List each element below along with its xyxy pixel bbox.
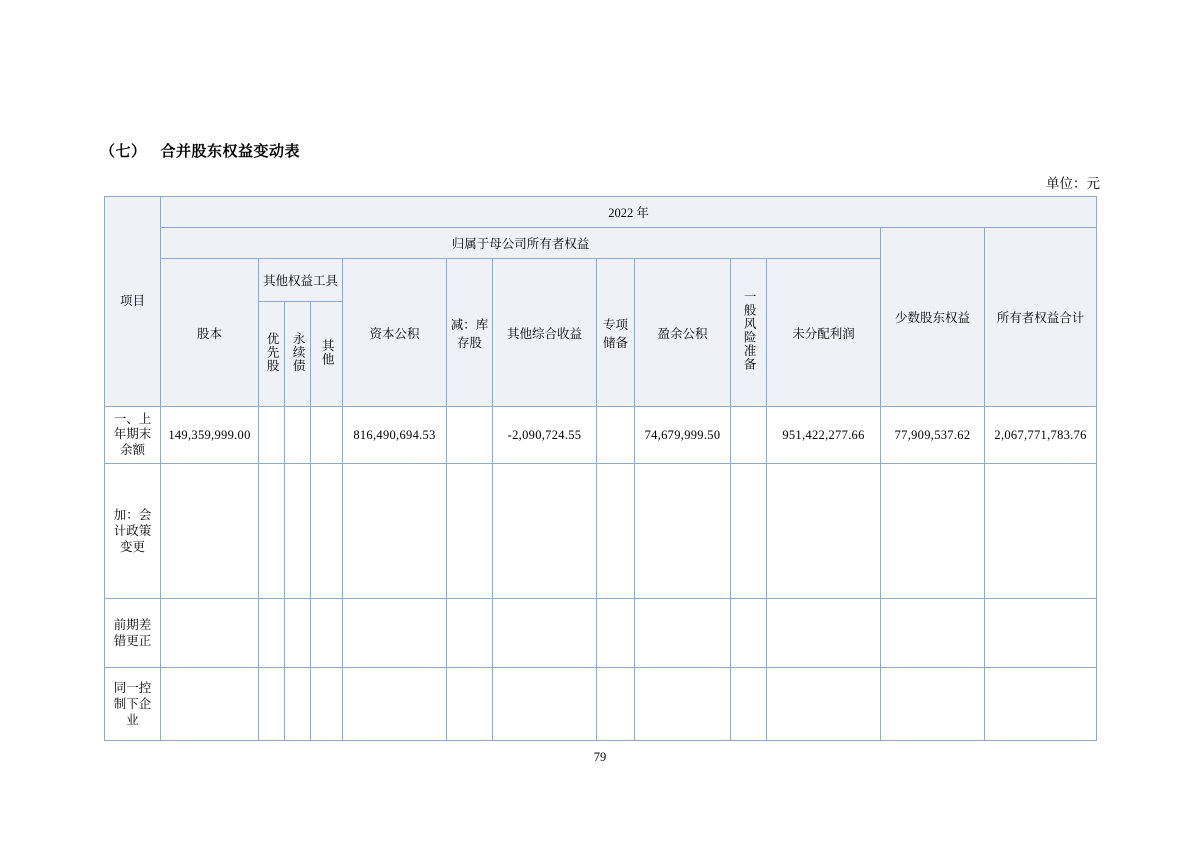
other-tools-label: 其他 xyxy=(320,338,335,366)
cell-perpetual-bonds xyxy=(285,407,311,464)
table-header-row-parent xyxy=(105,228,1097,259)
cell-perpetual-bonds xyxy=(285,464,311,599)
cell-total-equity xyxy=(985,464,1097,599)
cell-share-capital xyxy=(161,599,259,668)
column-header-minority-interest: 少数股东权益 xyxy=(881,228,985,407)
cell-general-risk-reserve xyxy=(731,599,767,668)
column-header-parent-equity: 归属于母公司所有者权益 xyxy=(161,228,881,259)
row-label-text: 前期差错更正 xyxy=(113,617,152,648)
column-header-preferred-shares xyxy=(259,302,285,407)
row-label-text: 加：会计政策变更 xyxy=(113,507,152,555)
cell-surplus-reserve xyxy=(635,464,731,599)
column-header-year: 2022 年 xyxy=(161,197,1097,228)
cell-minority-interest xyxy=(881,668,985,741)
cell-surplus-reserve: 74,679,999.50 xyxy=(635,407,731,464)
cell-treasury-stock xyxy=(447,668,493,741)
cell-general-risk-reserve xyxy=(731,464,767,599)
cell-capital-reserve: 816,490,694.53 xyxy=(343,407,447,464)
column-header-capital-reserve: 资本公积 xyxy=(343,259,447,407)
row-label-accounting-policy-change xyxy=(105,464,161,599)
cell-minority-interest xyxy=(881,599,985,668)
cell-other-comprehensive-income xyxy=(493,599,597,668)
table-row xyxy=(105,599,1097,668)
column-header-other-tools xyxy=(311,302,343,407)
perpetual-bonds-label: 永续债 xyxy=(291,331,306,373)
table-row xyxy=(105,407,1097,464)
preferred-shares-label: 优先股 xyxy=(265,331,280,373)
cell-preferred-shares xyxy=(259,599,285,668)
section-heading xyxy=(100,140,300,161)
cell-preferred-shares xyxy=(259,668,285,741)
cell-share-capital: 149,359,999.00 xyxy=(161,407,259,464)
cell-other-tools xyxy=(311,599,343,668)
cell-total-equity xyxy=(985,599,1097,668)
cell-other-comprehensive-income xyxy=(493,668,597,741)
cell-capital-reserve xyxy=(343,464,447,599)
column-header-total-equity: 所有者权益合计 xyxy=(985,228,1097,407)
cell-preferred-shares xyxy=(259,464,285,599)
cell-perpetual-bonds xyxy=(285,599,311,668)
column-header-share-capital: 股本 xyxy=(161,259,259,407)
cell-treasury-stock xyxy=(447,464,493,599)
row-label-common-control-merger xyxy=(105,668,161,741)
equity-change-table-container xyxy=(104,196,1096,741)
cell-other-comprehensive-income xyxy=(493,464,597,599)
cell-minority-interest: 77,909,537.62 xyxy=(881,407,985,464)
cell-special-reserve xyxy=(597,599,635,668)
cell-surplus-reserve xyxy=(635,668,731,741)
cell-general-risk-reserve xyxy=(731,668,767,741)
consolidated-equity-change-table xyxy=(104,196,1097,741)
cell-special-reserve xyxy=(597,668,635,741)
cell-preferred-shares xyxy=(259,407,285,464)
cell-total-equity xyxy=(985,668,1097,741)
cell-other-tools xyxy=(311,668,343,741)
cell-other-tools xyxy=(311,407,343,464)
cell-capital-reserve xyxy=(343,668,447,741)
cell-special-reserve xyxy=(597,407,635,464)
section-number: （七） xyxy=(100,144,147,160)
cell-capital-reserve xyxy=(343,599,447,668)
page-number: 79 xyxy=(593,750,607,764)
cell-share-capital xyxy=(161,668,259,741)
row-label-text: 同一控制下企业 xyxy=(113,680,152,728)
unit-label: 单位：元 xyxy=(1046,176,1100,191)
cell-undistributed-profit xyxy=(767,464,881,599)
column-header-treasury-stock: 减：库存股 xyxy=(447,259,493,407)
cell-undistributed-profit xyxy=(767,599,881,668)
cell-undistributed-profit xyxy=(767,668,881,741)
column-header-other-equity-tools: 其他权益工具 xyxy=(259,259,343,302)
cell-undistributed-profit: 951,422,277.66 xyxy=(767,407,881,464)
cell-share-capital xyxy=(161,464,259,599)
section-title-text: 合并股东权益变动表 xyxy=(160,144,301,160)
cell-other-comprehensive-income: -2,090,724.55 xyxy=(493,407,597,464)
column-header-perpetual-bonds xyxy=(285,302,311,407)
cell-treasury-stock xyxy=(447,599,493,668)
cell-general-risk-reserve xyxy=(731,407,767,464)
cell-perpetual-bonds xyxy=(285,668,311,741)
cell-other-tools xyxy=(311,464,343,599)
column-header-special-reserve: 专项储备 xyxy=(597,259,635,407)
column-header-item: 项目 xyxy=(105,197,161,407)
table-header-row-year xyxy=(105,197,1097,228)
cell-special-reserve xyxy=(597,464,635,599)
column-header-other-comprehensive-income: 其他综合收益 xyxy=(493,259,597,407)
cell-surplus-reserve xyxy=(635,599,731,668)
cell-total-equity: 2,067,771,783.76 xyxy=(985,407,1097,464)
column-header-general-risk-reserve xyxy=(731,259,767,407)
column-header-undistributed-profit: 未分配利润 xyxy=(767,259,881,407)
table-row xyxy=(105,464,1097,599)
general-risk-reserve-label: 一般风险准备 xyxy=(742,290,757,371)
row-label-prior-error-correction xyxy=(105,599,161,668)
row-label-opening-balance: 一、上年期末余额 xyxy=(105,407,161,464)
cell-minority-interest xyxy=(881,464,985,599)
cell-treasury-stock xyxy=(447,407,493,464)
table-row xyxy=(105,668,1097,741)
column-header-surplus-reserve: 盈余公积 xyxy=(635,259,731,407)
